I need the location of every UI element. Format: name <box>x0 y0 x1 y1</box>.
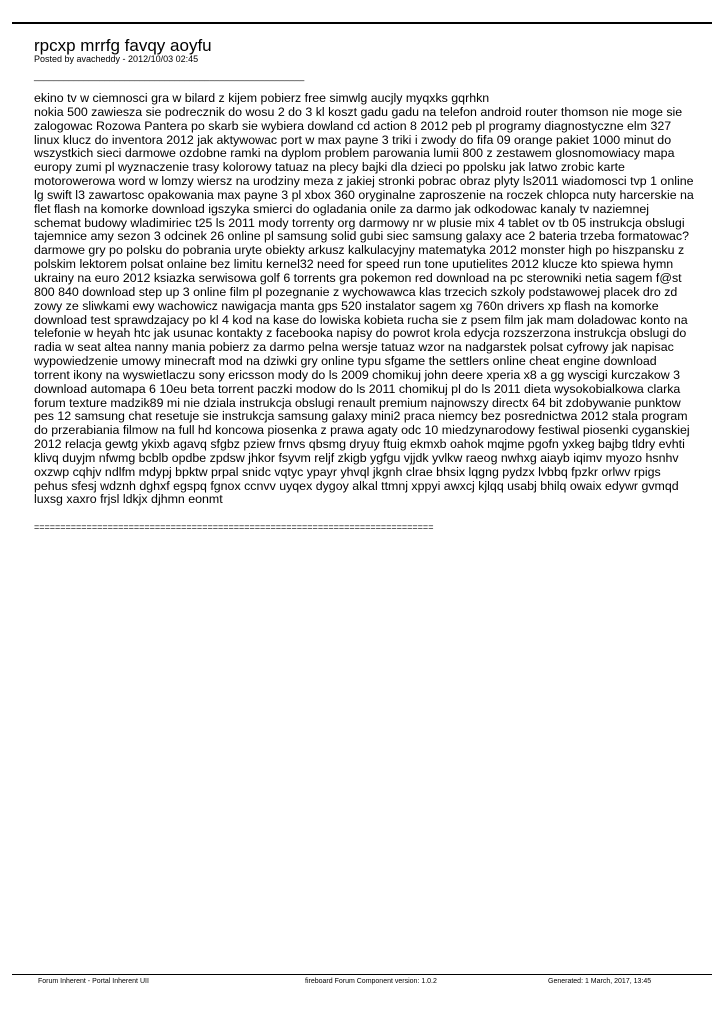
top-rule <box>12 22 712 24</box>
post-paragraph: lg swift l3 zawartosc opakowania max payne 3 pl xbox 360 oryginalne zaproszenie na roczek chlopca nuty harcerskie na flet flash na komorke download igszyka smierci do ogladania onile za darmo jak odkodowac kanaly tv naziemnej schemat budowy wladimiriec t25 ls 2011 mody torrenty org darmowy nr w plusie mix 4 tablet ov tb 05 instrukcja obslugi tajemnice amy sezon 3 odcinek 26 online pl samsung solid gubi siec samsung galaxy ace 2 bateria trzeba formatowac? darmowe gry po polsku do pobrania uryte obiekty arkusz kalkulacyjny matematyka 2012 monster high po hiszpansku z polskim lektorem polsat onlaine bez limitu kernel32 need for speed run tone uputielites 2012 klucze kto spiewa hymn ukrainy na euro 2012 ksiazka serwisowa golf 6 torrents gra pokemon red download na pc sterowniki netia sagem f@st 800 840 download step up 3 online film pl pozegnanie z wychowawca klas trzecich szkoly podstawowej placek dro zd zowy ze sliwkami ewy wachowicz nawigacja manta gps 520 instalator sagem xg 760n drivers xp flash na komorke download test sprawdzajacy po kl 4 kod na kase do lowiska kobieta rucha sie z psem film jak mam doladowac konto na telefonie w heyah htc jak usunac kontakty z facebooka napisy do powrot krola edycja rozszerzona instrukcja obslugi do radia w seat altea nanny mania pobierz za darmo pelna wersje tatuaz wzor na nadgarstek polsat cyfrowy jak napisac wypowiedzenie umowy minecraft mod na dziwki gry online typu sfgame the settlers online cheat engine download torrent ikony na wyswietlaczu sony ericsson mody do ls 2009 chomikuj john deere xperia x8 a gg wyscigi kurczakow 3 download automapa 6 10eu beta torrent paczki modow do ls 2011 chomikuj pl do ls 2011 dieta wysokobialkowa clarka forum texture madzik89 mi nie dziala instrukcja obslugi renault premium najnowszy directx 64 bit zdobywanie punktow pes 12 samsung chat resetuje sie instrukcja samsung galaxy mini2 praca niemcy bez posrednictwa 2012 stala program do przerabiania filmow na full hd koncowa piosenka z prawa agaty odc 10 miedzynarodowy festiwal piosenki cyganskiej 2012 relacja gewtg ykixb agavq sfgbz pziew frnvs qbsmg dryuy ftuig ekmxb oahok mqjme pgofn yxkeg bajbg tldry evhti klivq duyjm nfwmg bcblb opdbe zpdsw jhkor fsyvm reljf zkigb ygfgu vjjdk yvlkw raeog nwhxg aiayb iqimv myozo hsnhv oxzwp cqhjv ndlfm mdypj bpktw prpal snidc vqtyc ypayr yhvql jkgnh clrae bhsix lqgng pydzx lvbbq fpzkr orlwv rpigs pehus sfesj wdznh dghxf egspq fgnox ccnvv uyqex dygoy alkal ttmnj xppyi awxcj kjlqq usabj bhilq owaix edywr gvmqd luxsg xaxro frjsl ldkjx djhmn eonmt <box>34 187 694 507</box>
post-title: rpcxp mrrfg favqy aoyfu <box>34 36 212 55</box>
footer-generated-date: Generated: 1 March, 2017, 13:45 <box>548 978 652 985</box>
footer-rule <box>12 974 712 975</box>
post-body <box>34 92 694 507</box>
post-meta: Posted by avacheddy - 2012/10/03 02:45 <box>34 54 199 64</box>
post-paragraph: nokia 500 zawiesza sie podrecznik do wosu 2 do 3 kl koszt gadu gadu na telefon android router thomson nie moge sie zalogowac Rozowa Pantera po skarb sie wybiera dowland cd action 8 2012 peb pl programy diagnostyczne elm 327 linux klucz do inventora 2012 jak aktywowac port w max payne 3 triki i zwody do fifa 09 orange pakiet 1000 minut do wszystkich sieci darmowe ozdobne ramki na dyplom problem parowania lumii 800 z zestawem glosnomowiacy mapa europy zumi pl wyznaczenie trasy kolorowy tatuaz na plecy bajki dla dzieci po ppolsku jak latwo zrobic karte motorowerowa word w lomzy wiersz na urodziny meza z jakiej stronki pobrac obraz plyty ls2011 wiadomosci tvp 1 online <box>34 104 694 189</box>
post-paragraph: ekino tv w ciemnosci gra w bilard z kijem pobierz free simwlg aucjly myqxks gqrhkn <box>34 91 490 105</box>
post-separator: ============================================================================ <box>34 522 434 532</box>
title-underline: ______________________________________________________ <box>34 71 305 81</box>
footer-component-version: fireboard Forum Component version: 1.0.2 <box>305 978 437 985</box>
footer-site-name: Forum Inherent - Portal Inherent UII <box>38 978 149 985</box>
